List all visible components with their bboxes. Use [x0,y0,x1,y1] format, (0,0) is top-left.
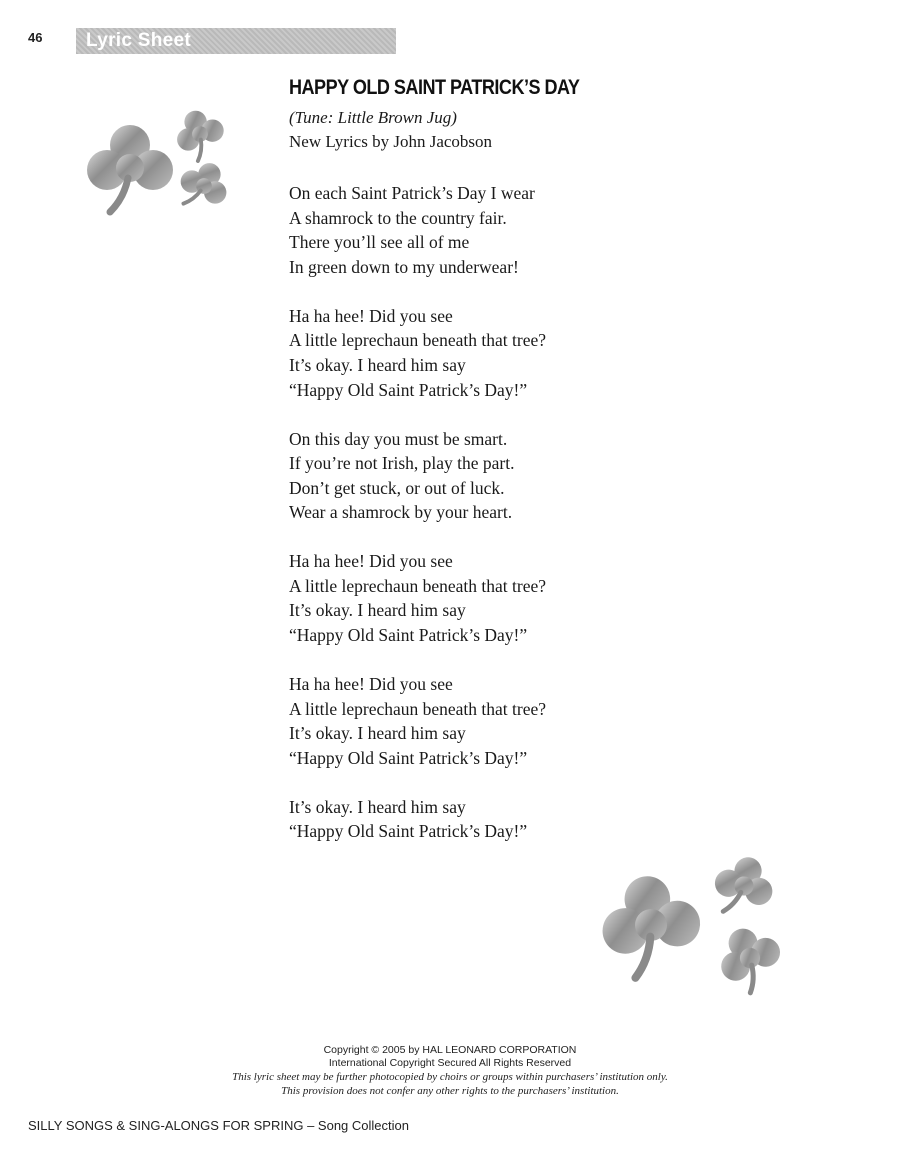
shamrock-icon [702,844,785,927]
lyric-line: Ha ha hee! Did you see [289,551,453,572]
copyright-line: Copyright © 2005 by HAL LEONARD CORPORATION [323,1044,577,1056]
footer [0,1044,900,1098]
lyric-line: A little leprechaun beneath that tree? [289,575,547,596]
lyric-line: It’s okay. I heard him say [289,354,466,375]
section-label: Lyric Sheet [86,30,192,51]
lyric-line: If you’re not Irish, play the part. [289,453,515,474]
lyrics [289,181,709,868]
lyric-line: It’s okay. I heard him say [289,600,466,621]
photocopy-notice: This lyric sheet may be further photocopied by choirs or groups within purchasers’ institution only. [232,1071,668,1083]
stanza [289,672,709,770]
song-credits: New Lyrics by John Jacobson [289,132,493,151]
shamrock-icon [80,118,180,218]
stanza [289,304,709,402]
lyric-line: “Happy Old Saint Patrick’s Day!” [289,625,528,646]
song-title: HAPPY OLD SAINT PATRICK’S DAY [289,76,580,99]
lyric-line: It’s okay. I heard him say [289,796,466,817]
shamrock-icon [702,910,798,1006]
page-number: 46 [28,30,43,45]
stanza [289,427,709,525]
lyric-line: Don’t get stuck, or out of luck. [289,477,505,498]
lyric-line: Wear a shamrock by your heart. [289,502,513,523]
lyric-line: “Happy Old Saint Patrick’s Day!” [289,821,528,842]
stanza [289,549,709,647]
lyric-line: In green down to my underwear! [289,256,519,277]
lyric-line: “Happy Old Saint Patrick’s Day!” [289,747,528,768]
section-header-bar [76,28,396,54]
stanza [289,795,709,844]
copyright-line: International Copyright Secured All Rights Reserved [328,1057,572,1069]
stanza [289,181,709,279]
lyric-line: Ha ha hee! Did you see [289,305,453,326]
song-tune: (Tune: Little Brown Jug) [289,108,457,127]
lyric-line: On this day you must be smart. [289,428,508,449]
photocopy-notice: This provision does not confer any other rights to the purchasers’ institution. [281,1085,619,1097]
lyric-line: A shamrock to the country fair. [289,207,507,228]
lyric-line: It’s okay. I heard him say [289,723,466,744]
lyric-line: “Happy Old Saint Patrick’s Day!” [289,379,528,400]
lyric-line: A little leprechaun beneath that tree? [289,330,547,351]
lyric-line: There you’ll see all of me [289,232,470,253]
lyric-line: A little leprechaun beneath that tree? [289,698,547,719]
lyric-line: On each Saint Patrick’s Day I wear [289,183,535,203]
book-title: SILLY SONGS & SING-ALONGS FOR SPRING – Song Collection [28,1118,409,1133]
shamrock-icon [587,861,716,990]
lyric-line: Ha ha hee! Did you see [289,674,453,695]
